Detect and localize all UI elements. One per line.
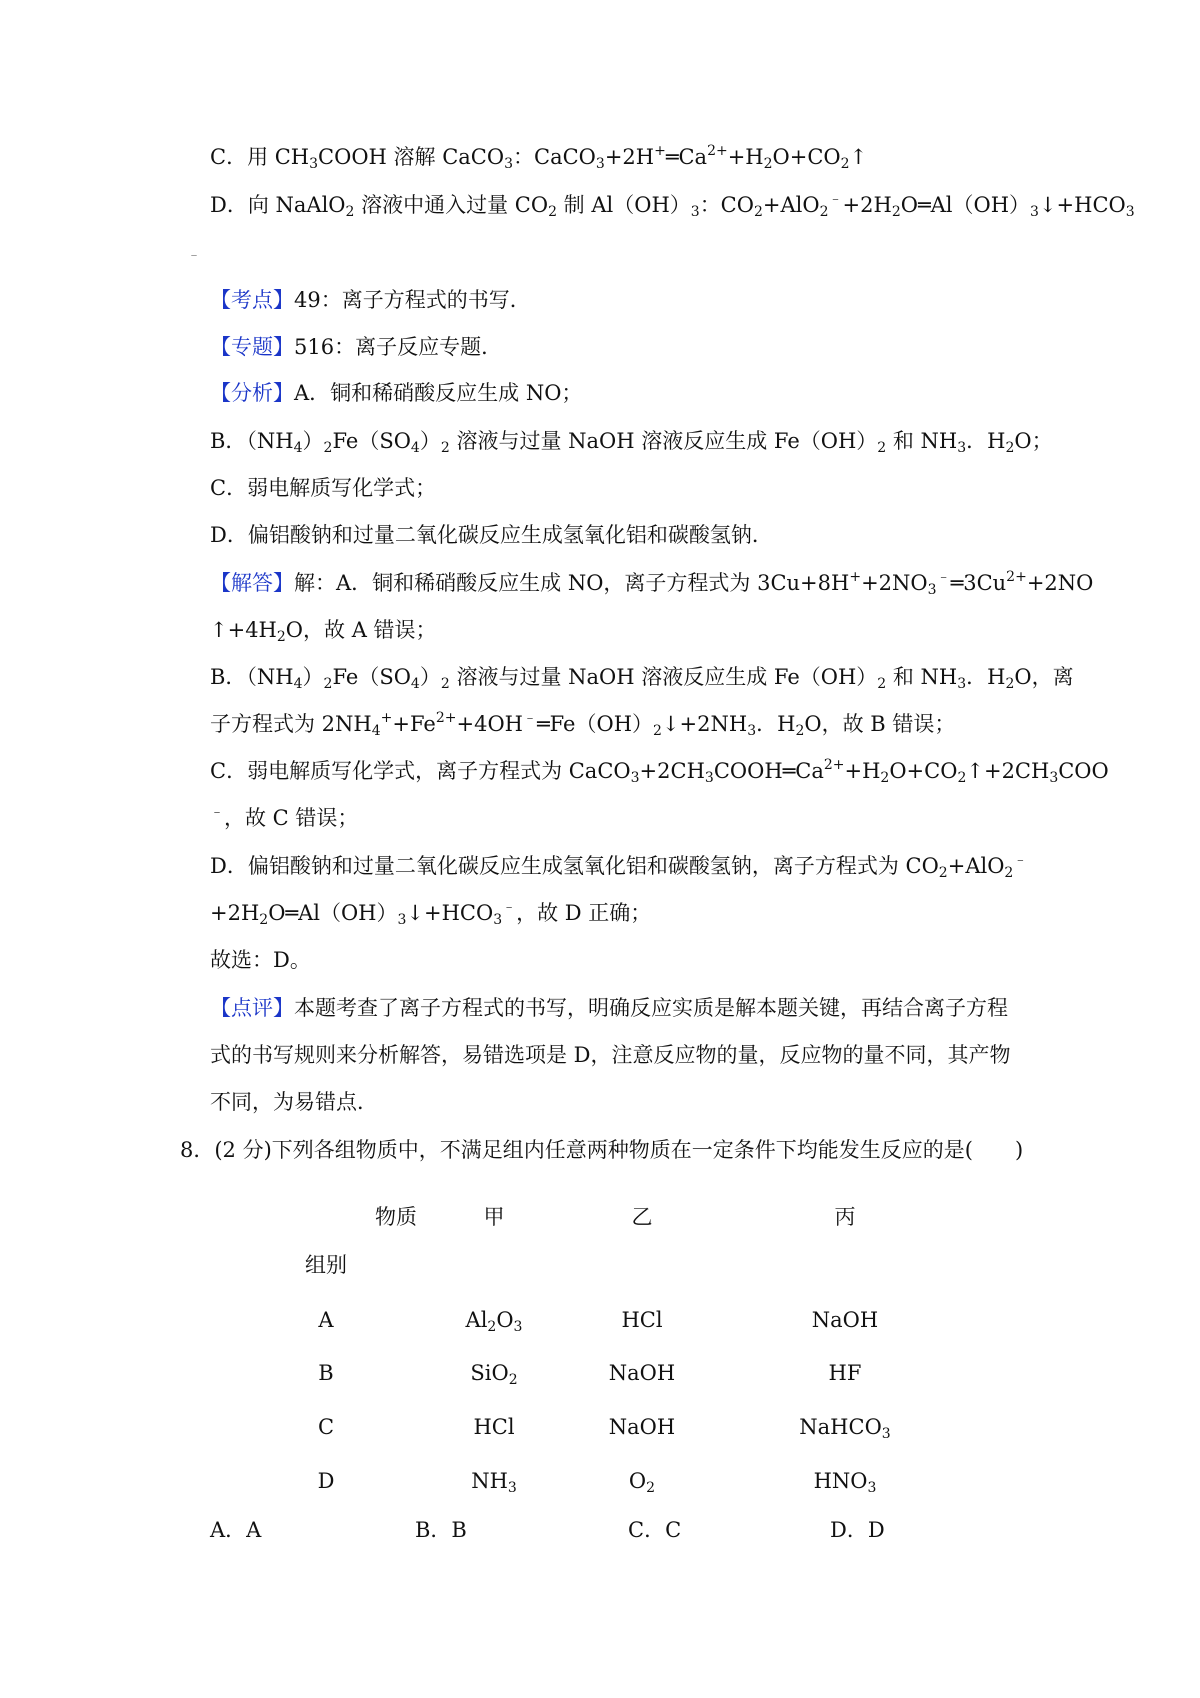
table-cell-jia: SiO$_2$ [470, 1361, 518, 1388]
jieda-b1-text: B．$(NH_4)_2Fe(SO_4)_2$ 溶液与过量 NaOH 溶液反应生成 $Fe(OH)_2$ 和 $NH_3$．$H_2O$，离 [210, 665, 1074, 692]
fenxi-d-text: D．偏铝酸钠和过量二氧化碳反应生成氢氧化铝和碳酸氢钠． [210, 523, 773, 547]
choice-b[interactable]: B．B [415, 1518, 467, 1542]
table-cell-jia: $Al_2O_3$ [465, 1308, 523, 1335]
jieda-a1-text: 【解答】解：A．铜和稀硝酸反应生成 NO，离子方程式为 $3Cu+8H^++2NO_3^﹣═3Cu^{2+}+2NO$ [210, 569, 1094, 598]
table-header-material: 物质 [375, 1205, 417, 1229]
option-c-text: C．用 $CH_3COOH$ 溶解 CaCO$_3$：$CaCO_3+2H^+═Ca^{2+}+H_2O+CO_2↑$ [210, 143, 868, 172]
table-cell-yi: $O_2$ [628, 1469, 656, 1496]
table-cell-jia: $NH_3$ [471, 1469, 517, 1496]
table-row-label: C [317, 1415, 335, 1439]
table-row-label: A [318, 1308, 334, 1332]
option-d-text: D．向 NaAlO$_2$ 溶液中通入过量 $CO_2$ 制 $Al(OH)_3$：$CO_2+AlO_2^﹣+2H_2O═Al(OH)_3↓+HCO_3$ [210, 191, 1135, 220]
jieda-c1-text: C．弱电解质写化学式，离子方程式为 $CaCO_3+2CH_3COOH═Ca^{2+}+H_2O+CO_2↑+2CH_3COO$ [210, 757, 1109, 786]
table-cell-bing: NaHCO$_3$ [799, 1415, 891, 1442]
choice-c[interactable]: C．C [628, 1518, 682, 1542]
jieda-d1-text: D．偏铝酸钠和过量二氧化碳反应生成氢氧化铝和碳酸氢钠，离子方程式为 $CO_2+AlO_2^﹣$ [210, 852, 1028, 881]
table-cell-yi: NaOH [608, 1361, 676, 1385]
fenxi-c-text: C．弱电解质写化学式； [210, 476, 437, 500]
table-cell-bing: HF [828, 1361, 862, 1385]
dianping-1-text: 【点评】本题考查了离子方程式的书写，明确反应实质是解本题关键，再结合离子方程 [210, 996, 1008, 1020]
jieda-c2-text: ﹣，故 C 错误； [210, 804, 359, 830]
dianping-2-text: 式的书写规则来分析解答，易错选项是 D，注意反应物的量，反应物的量不同，其产物 [210, 1043, 1011, 1067]
table-cell-yi: HCl [621, 1308, 663, 1332]
stray-minus-mark: ﹣ [187, 247, 201, 263]
dianping-3-text: 不同，为易错点． [210, 1090, 378, 1114]
question-8-text: 8．(2 分)下列各组物质中，不满足组内任意两种物质在一定条件下均能发生反应的是( ) [180, 1138, 1024, 1162]
jieda-b2-text: 子方程式为 $2NH_4^++Fe^{2+}+4OH^﹣═Fe(OH)_2↓+2NH_3$．$H_2O$，故 B 错误； [210, 710, 956, 739]
table-cell-jia: HCl [473, 1415, 515, 1439]
table-cell-bing: $HNO_3$ [813, 1469, 877, 1496]
table-row-label: D [317, 1469, 335, 1493]
table-header-group: 组别 [305, 1253, 347, 1277]
table-cell-bing: NaOH [811, 1308, 879, 1332]
zhuanti-text: 【专题】516：离子反应专题． [210, 335, 503, 359]
table-header-bing: 丙 [834, 1205, 856, 1229]
table-header-jia: 甲 [483, 1205, 505, 1229]
table-header-yi: 乙 [631, 1205, 653, 1229]
guxuan-text: 故选：D。 [210, 948, 311, 972]
choice-d[interactable]: D．D [830, 1518, 885, 1542]
kaodian-text: 【考点】49：离子方程式的书写． [210, 288, 531, 312]
choice-a[interactable]: A．A [210, 1518, 262, 1542]
table-cell-yi: NaOH [608, 1415, 676, 1439]
jieda-a2-text: $↑+4H_2O$，故 A 错误； [210, 618, 437, 645]
fenxi-b-text: B．$(NH_4)_2Fe(SO_4)_2$ 溶液与过量 NaOH 溶液反应生成 $Fe(OH)_2$ 和 $NH_3$．$H_2O$； [210, 429, 1053, 456]
table-row-label: B [318, 1361, 334, 1385]
jieda-d2-text: $+2H_2O═Al(OH)_3↓+HCO_3^﹣$，故 D 正确； [210, 899, 652, 928]
fenxi-a-text: 【分析】A．铜和稀硝酸反应生成 NO； [210, 381, 583, 405]
